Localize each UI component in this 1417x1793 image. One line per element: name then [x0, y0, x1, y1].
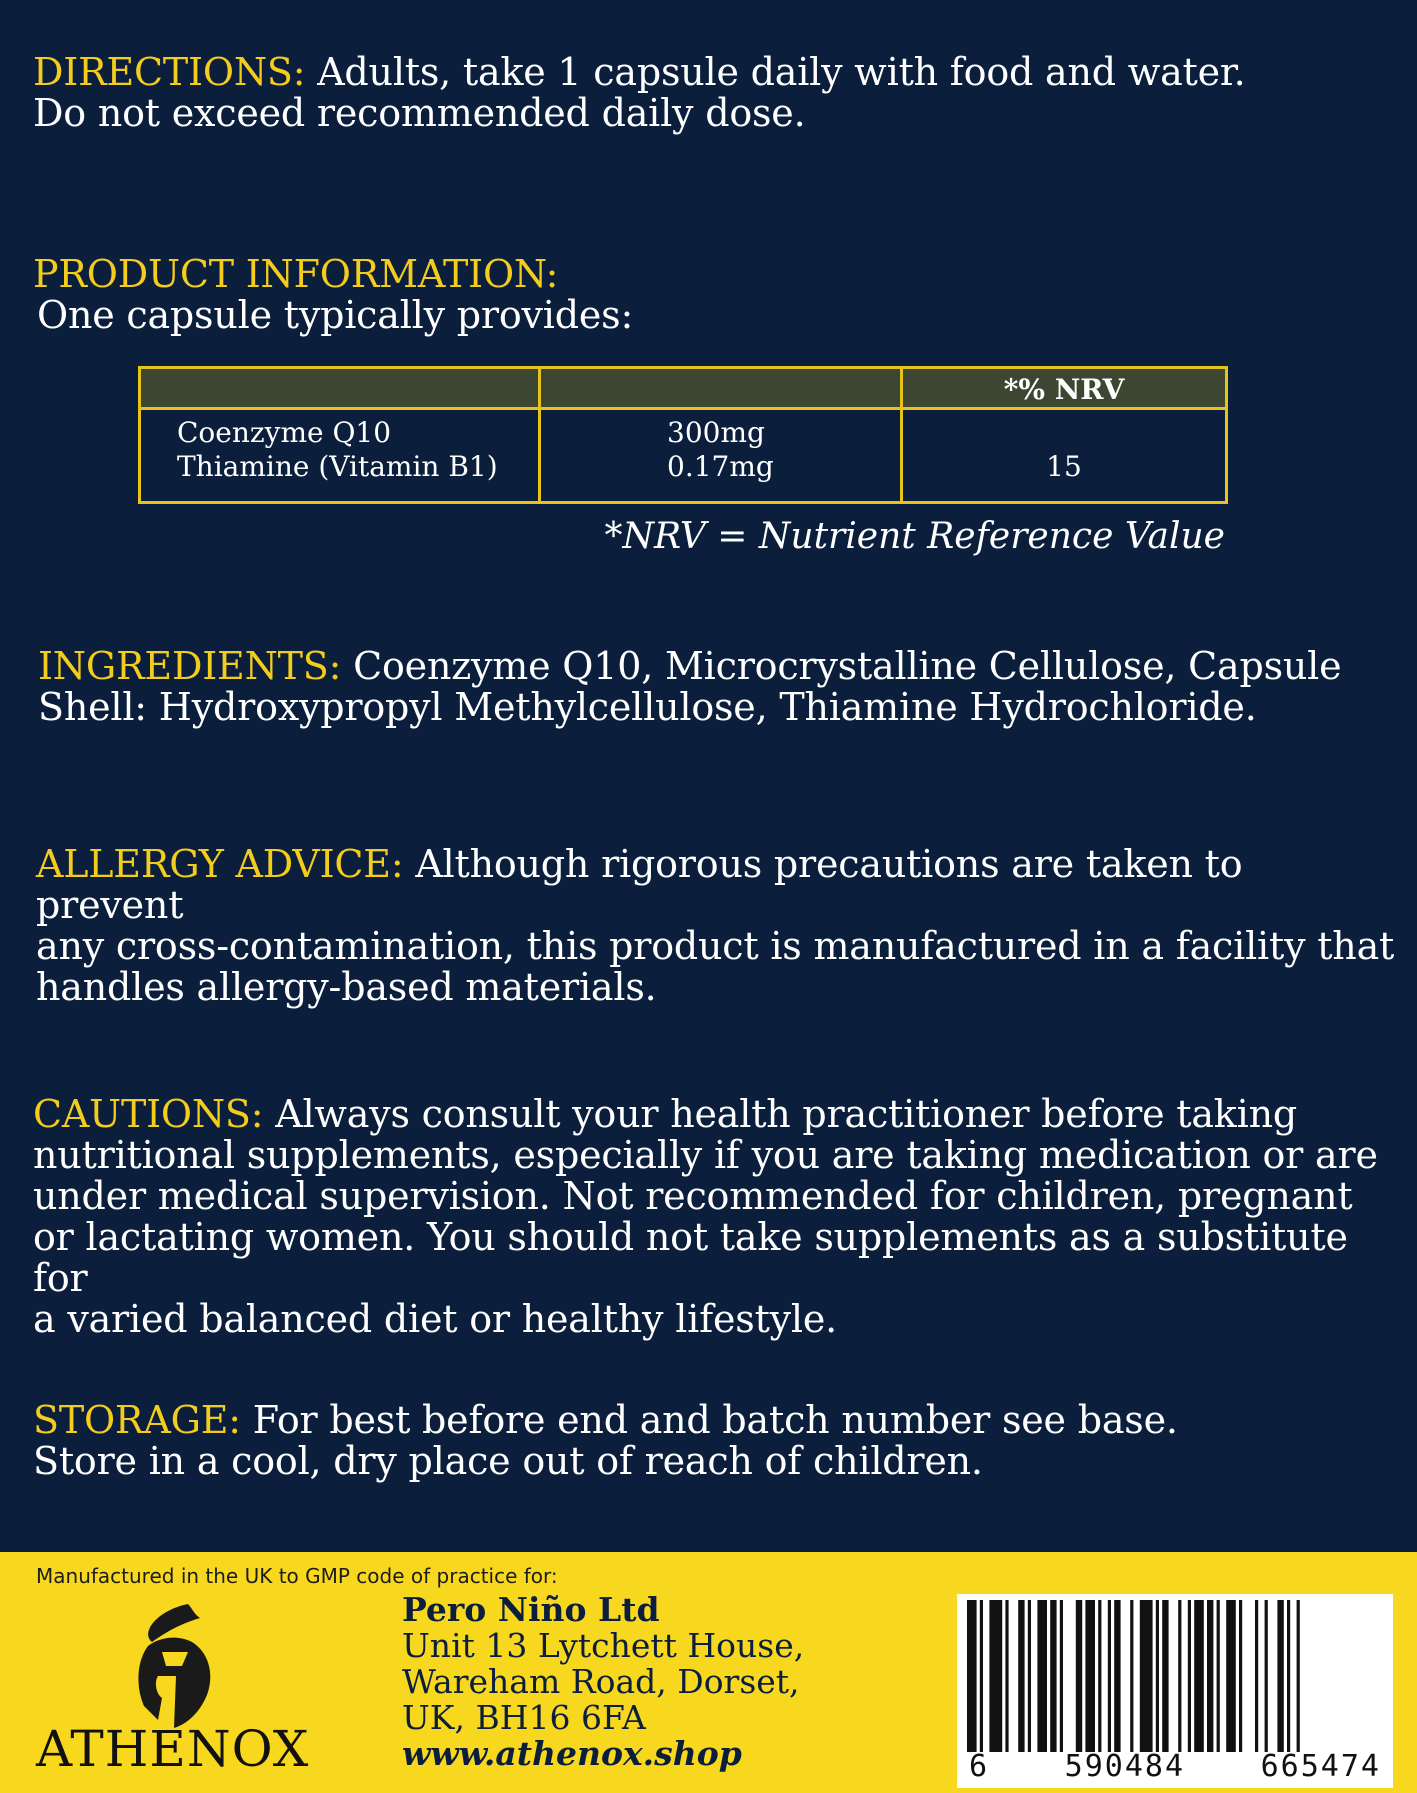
barcode-bar [1265, 1600, 1268, 1752]
website-link[interactable]: www.athenox.shop [402, 1734, 742, 1773]
nrv-footnote: *NRV = Nutrient Reference Value [604, 516, 1225, 557]
storage-text: Store in a cool, dry place out of reach of children. [33, 1439, 983, 1483]
barcode-bar [1018, 1600, 1024, 1752]
allergy-text: handles allergy-based materials. [36, 965, 657, 1009]
table-header-nrv: *% NRV [902, 368, 1227, 409]
address-line: UK, BH16 6FA [402, 1698, 646, 1737]
ingredients-text: Shell: Hydroxypropyl Methylcellulose, Thiamine Hydrochloride. [38, 685, 1257, 729]
barcode-bar [1217, 1600, 1220, 1752]
spartan-helmet-icon [118, 1602, 228, 1732]
barcode-bar [1194, 1600, 1204, 1752]
directions-section [33, 52, 1393, 134]
directions-heading: DIRECTIONS: [33, 50, 306, 94]
barcode-bar [1207, 1600, 1213, 1752]
barcode-bar [1277, 1600, 1283, 1752]
directions-line2: Do not exceed recommended daily dose. [33, 91, 806, 135]
address-line: Wareham Road, Dorset, [402, 1662, 800, 1701]
product-info-section [33, 254, 1393, 336]
nutrition-table [138, 366, 1228, 504]
company-address [402, 1592, 804, 1772]
nutrient-nrv [903, 416, 1225, 450]
barcode-bar [1098, 1600, 1101, 1752]
nutrient-nrvs [902, 409, 1227, 503]
allergy-section [36, 844, 1396, 1008]
address-line: Unit 13 Lytchett House, [402, 1626, 805, 1665]
barcode-bar [1178, 1600, 1181, 1752]
storage-text: For best before end and batch number see base. [240, 1398, 1178, 1442]
barcode-bar [1226, 1600, 1236, 1752]
barcode-bar [967, 1600, 977, 1752]
cautions-text: under medical supervision. Not recommended for children, pregnant [33, 1174, 1353, 1218]
barcode-bar [1130, 1600, 1133, 1752]
nutrient-amount: 0.17mg [667, 450, 774, 483]
ingredients-heading: INGREDIENTS: [38, 644, 342, 688]
directions-line1: Adults, take 1 capsule daily with food and water. [305, 50, 1246, 94]
barcode-bar [1076, 1600, 1082, 1752]
storage-heading: STORAGE: [33, 1398, 241, 1442]
nutrient-names [140, 409, 540, 503]
brand-name: ATHENOX [36, 1720, 310, 1778]
nutrient-name: Thiamine (Vitamin B1) [177, 450, 498, 483]
allergy-text: Although rigorous precautions are taken to prevent [36, 842, 1243, 927]
cautions-text: a varied balanced diet or healthy lifestyle. [33, 1297, 838, 1341]
nutrient-amount: 300mg [667, 416, 765, 449]
footer-band [0, 1552, 1417, 1793]
barcode-bar [1028, 1600, 1031, 1752]
nutrient-name: Coenzyme Q10 [177, 416, 392, 449]
barcode-bars [967, 1600, 1383, 1752]
barcode-bar [1188, 1600, 1191, 1752]
barcode-bar [980, 1600, 983, 1752]
barcode-bar [1156, 1600, 1159, 1752]
allergy-text: any cross-contamination, this product is manufactured in a facility that [36, 924, 1395, 968]
ingredients-text: Coenzyme Q10, Microcrystalline Cellulose, Capsule [341, 644, 1342, 688]
barcode-bar [989, 1600, 1002, 1752]
product-info-subtitle: One capsule typically provides: [37, 293, 634, 337]
barcode-bar [1140, 1600, 1153, 1752]
barcode-bar [1255, 1600, 1258, 1752]
barcode-digit: 590484 [1064, 1749, 1186, 1784]
barcode-digit: 6 [969, 1749, 990, 1784]
barcode-digit: 665474 [1260, 1749, 1381, 1784]
barcode-bar [1060, 1600, 1063, 1752]
barcode-bar [1297, 1600, 1300, 1752]
barcode-bar [1239, 1600, 1242, 1752]
brand-logo [36, 1592, 310, 1792]
cautions-text: nutritional supplements, especially if you are taking medication or are [33, 1133, 1378, 1177]
storage-section [33, 1400, 1393, 1482]
barcode-bar [1162, 1600, 1168, 1752]
nutrient-nrv: 15 [1046, 450, 1082, 483]
ingredients-section [38, 646, 1398, 728]
cautions-text: Always consult your health practitioner before taking [263, 1092, 1297, 1136]
product-info-heading: PRODUCT INFORMATION: [33, 252, 559, 296]
company-name: Pero Niño Ltd [402, 1590, 660, 1629]
table-row [140, 409, 1227, 503]
barcode-bar [1050, 1600, 1056, 1752]
cautions-section [33, 1094, 1393, 1340]
barcode-bar [1108, 1600, 1111, 1752]
barcode-bar [1005, 1600, 1008, 1752]
barcode-bar [1287, 1600, 1290, 1752]
barcode [957, 1594, 1393, 1788]
allergy-heading: ALLERGY ADVICE: [36, 842, 404, 886]
cautions-heading: CAUTIONS: [33, 1092, 264, 1136]
barcode-bar [1085, 1600, 1095, 1752]
barcode-bar [1037, 1600, 1047, 1752]
barcode-bar [1114, 1600, 1120, 1752]
table-header-row [140, 368, 1227, 409]
nutrient-amounts [540, 409, 902, 503]
barcode-digits [957, 1749, 1393, 1784]
manufactured-note: Manufactured in the UK to GMP code of practice for: [36, 1564, 558, 1588]
cautions-text: or lactating women. You should not take supplements as a substitute for [33, 1215, 1348, 1300]
table-header-cell [540, 368, 902, 409]
table-header-cell [140, 368, 540, 409]
